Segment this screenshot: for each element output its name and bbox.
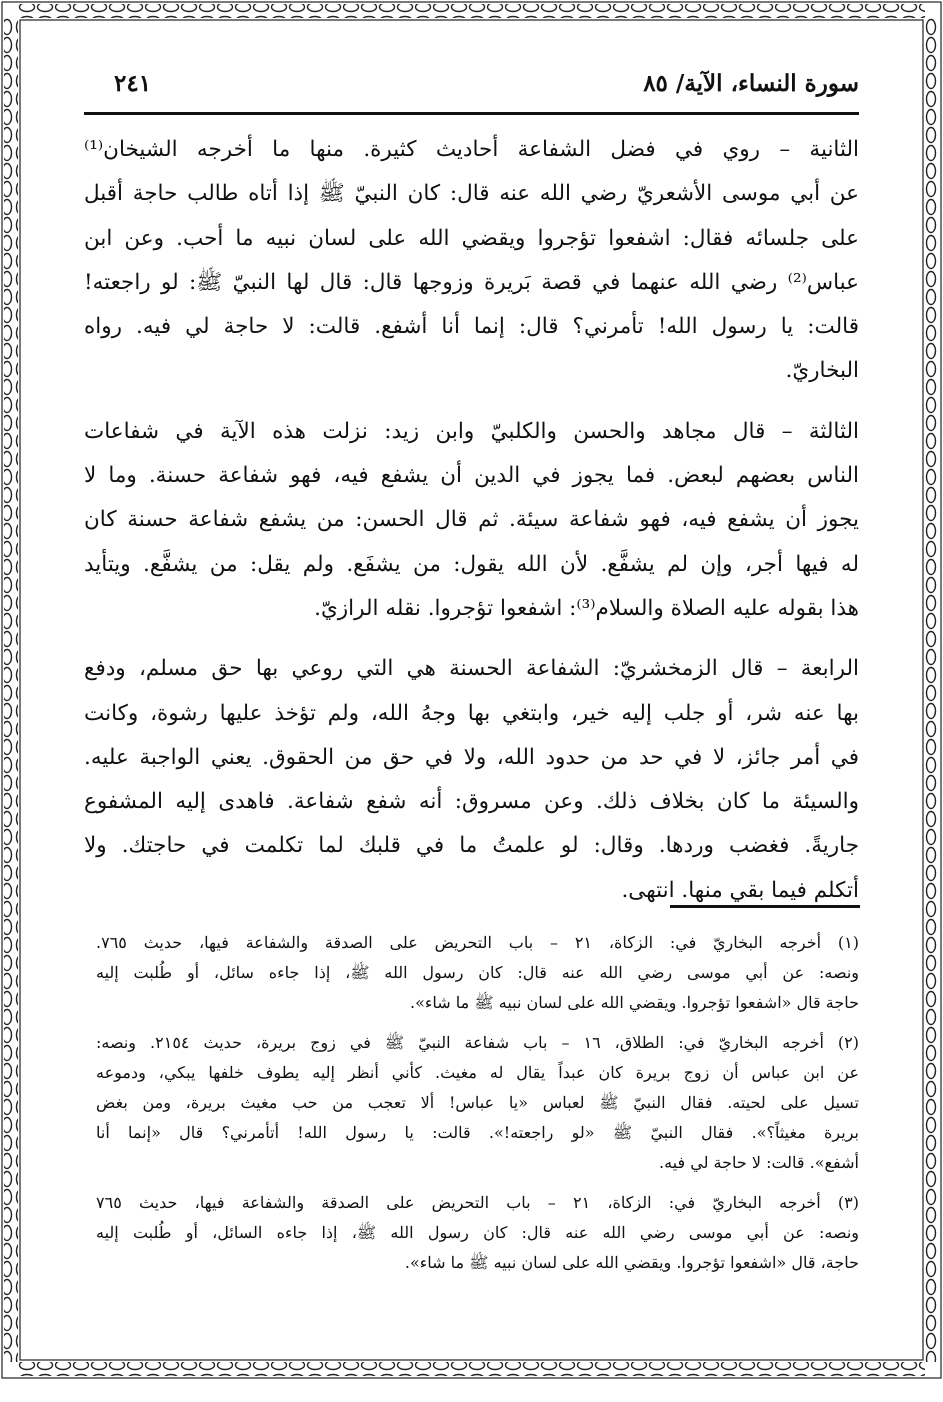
text-line: هذا بقوله عليه الصلاة والسلام⁽³⁾: اشفعوا تؤجروا. نقله الرازيّ. [314,595,859,621]
footnote-2 [96,1028,859,1178]
main-text [84,128,859,929]
text-line: في أمر جائز، لا في حد من حدود الله، ولا في حق من الحقوق. يعني الواجبة عليه. [84,744,859,770]
footnote-line: (١) أخرجه البخاريّ في: الزكاة، ٢١ – باب التحريض على الصدقة والشفاعة فيها، حديث ٧٦٥. [96,933,859,952]
text-line: بها عنه شر، أو جلب إليه خير، وابتغي بها وجهُ الله، ولم تؤخذ عليها رشوة، وكانت [84,700,859,726]
footnote-3 [96,1188,859,1278]
text-line: الثالثة – قال مجاهد والحسن والكلبيّ وابن زيد: نزلت هذه الآية في شفاعات [84,418,859,444]
text-line: عباس⁽²⁾ رضي الله عنهما في قصة بَريرة وزوجها قال: قال لها النبيّ ﷺ: لو راجعته! [84,269,859,295]
footnote-1 [96,928,859,1018]
text-line: الناس بعضهم لبعض. فما يجوز في الدين أن يشفع فيه، فهو شفاعة حسنة. وما لا [84,463,859,489]
footnote-line: أشفع». قالت: لا حاجة لي فيه. [659,1153,859,1172]
footnote-line: حاجة قال «اشفعوا تؤجروا. ويقضي الله على لسان نبيه ﷺ ما شاء». [410,993,859,1012]
footnote-line: (٣) أخرجه البخاريّ في: الزكاة، ٢١ – باب التحريض على الصدقة والشفاعة فيها، حديث ٧٦٥ [96,1193,859,1212]
footnote-separator [670,905,860,908]
text-line: والسيئة ما كان بخلاف ذلك. وعن مسروق: أنه شفع شفاعة. فاهدى إليه المشفوع [84,789,859,815]
footnote-line: ونصه: عن أبي موسى رضي الله عنه قال: كان رسول الله ﷺ، إذا جاءه سائل، أو طُلبت إليه [96,963,859,982]
footnote-line: بريرة مغيثاً؟». فقال النبيّ ﷺ «لو راجعته!». قالت: يا رسول الله! أتأمرني؟ قال «إنما أنا [96,1123,859,1142]
page-number: ٢٤١ [114,70,152,97]
paragraph-fourth [84,647,859,913]
footnote-line: عن ابن عباس أن زوج بريرة كان عبداً يقال له مغيث. كأني أنظر إليه يطوف خلفها يبكي، ودموعه [96,1063,859,1082]
text-line: أتكلم فيما بقي منها. انتهى. [621,877,859,903]
text-line: قالت: يا رسول الله! تأمرني؟ قال: إنما أنا أشفع. قالت: لا حاجة لي فيه. رواه [84,314,859,340]
paragraph-second [84,128,859,394]
footnote-line: حاجة، قال «اشفعوا تؤجروا. ويقضي الله على لسان نبيه ﷺ ما شاء». [404,1253,859,1272]
text-line: الثانية – روي في فضل الشفاعة أحاديث كثيرة. منها ما أخرجه الشيخان⁽¹⁾ [84,137,859,162]
surah-title: سورة النساء، الآية/ ٨٥ [643,70,859,97]
footnote-line: (٢) أخرجه البخاريّ في: الطلاق، ١٦ – باب شفاعة النبيّ ﷺ في زوج بريرة، حديث ٢١٥٤. ونصه: [96,1033,859,1052]
text-line: عن أبي موسى الأشعريّ رضي الله عنه قال: كان النبيّ ﷺ إذا أتاه طالب حاجة أقبل [84,181,859,207]
footnote-line: ونصه: عن أبي موسى رضي الله عنه قال: كان رسول الله ﷺ، إذا جاءه السائل، أو طُلبت إليه [96,1223,859,1242]
text-line: على جلسائه فقال: اشفعوا تؤجروا ويقضي الله على لسان نبيه ما أحب. وعن ابن [84,225,859,251]
text-line: الرابعة – قال الزمخشريّ: الشفاعة الحسنة هي التي روعي بها حق مسلم، ودفع [84,656,859,682]
text-line: جاريةً. فغضب وردها. وقال: لو علمتُ ما في قلبك لما تكلمت في حاجتك. ولا [84,833,859,859]
text-line: البخاريّ. [785,358,859,384]
footnote-line: تسيل على لحيته. فقال النبيّ ﷺ لعباس «يا عباس! ألا تعجب من حب مغيث بريرة، ومن بغض [96,1093,859,1112]
text-line: له فيها أجر، وإن لم يشفَّع. لأن الله يقول: من يشفَع. ولم يقل: من يشفَّع. ويتأيد [84,551,859,577]
running-header [84,62,859,115]
text-line: يجوز أن يشفع فيه، فهو شفاعة سيئة. ثم قال الحسن: من يشفع شفاعة حسنة كان [84,507,859,533]
footnotes [96,928,859,1288]
paragraph-third [84,410,859,631]
